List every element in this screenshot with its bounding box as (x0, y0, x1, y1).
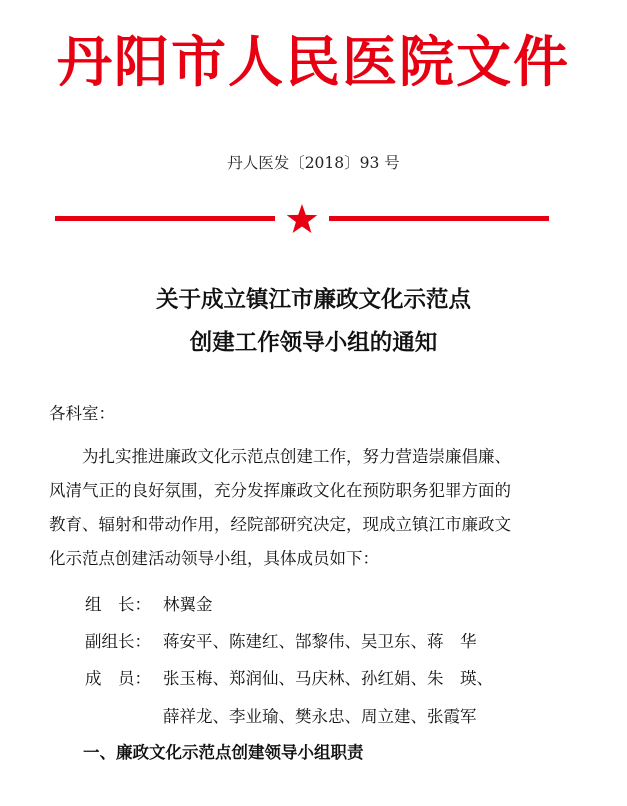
star-icon (286, 204, 318, 234)
member-row-members (85, 667, 493, 691)
member-names: 薛祥龙、李业瑜、樊永忠、周立建、张霞军 (163, 707, 477, 726)
salutation: 各科室： (49, 404, 115, 423)
masthead-title: 丹阳市人民医院文件 (56, 29, 570, 94)
document-number: 丹人医发〔2018〕93 号 (227, 154, 400, 172)
role-label: 组 长： (85, 595, 151, 614)
member-row-members-continued (163, 705, 477, 729)
notice-title-line-2: 创建工作领导小组的通知 (189, 330, 438, 356)
member-row-vice-leaders (85, 630, 477, 654)
divider-line-left (55, 216, 275, 221)
member-names: 林翼金 (163, 595, 213, 614)
divider-line-right (329, 216, 549, 221)
member-names: 张玉梅、郑润仙、马庆林、孙红娟、朱 瑛、 (163, 669, 493, 688)
section-heading: 一、廉政文化示范点创建领导小组职责 (83, 743, 364, 762)
notice-title-line-1: 关于成立镇江市廉政文化示范点 (155, 287, 471, 313)
role-label: 副组长： (85, 632, 151, 651)
member-names: 蒋安平、陈建红、郜黎伟、吴卫东、蒋 华 (163, 632, 477, 651)
red-divider (55, 204, 549, 234)
role-label: 成 员： (85, 669, 151, 688)
member-row-leader (85, 593, 213, 617)
paragraph-line: 教育、辐射和带动作用，经院部研究决定，现成立镇江市廉政文 (49, 515, 511, 534)
paragraph-line: 风清气正的良好氛围，充分发挥廉政文化在预防职务犯罪方面的 (49, 481, 511, 500)
paragraph-line: 为扎实推进廉政文化示范点创建工作，努力营造崇廉倡廉、 (49, 447, 511, 466)
paragraph-line: 化示范点创建活动领导小组，具体成员如下： (49, 549, 379, 568)
body-paragraph (49, 440, 579, 576)
